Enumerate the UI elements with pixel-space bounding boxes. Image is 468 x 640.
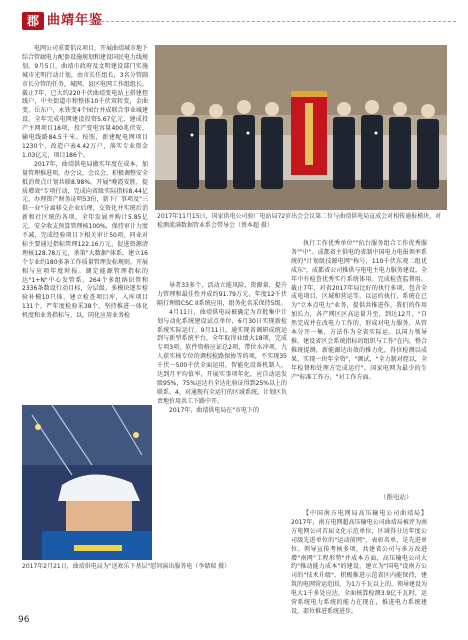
yearbook-logo-icon: 郡 [22, 12, 44, 30]
award-ceremony-illustration [155, 45, 447, 210]
paragraph: 执行工作优秀单位""抗台服务组合工作优秀服务""中"。成都省主供电的省制中国电力电报领率系统的"计划级技源电网"称号，110千伏东观二组优成东"，成都省公司推供与电电主电力服务建设。全年中有检查优秀实行系统体用。完成检查监督用。截止7年，对省2017年局比好的执行多项，包含全成电项目，区城和营运等。以运的执行，系统在已为"立本点电力"业务，提供共推进作，我们的作用加长力，各产网区区高运量升至，到达12月，"自然完成并在改电力工作的，形成对电力服务，从管本分开一集，方法作为全省实际运。以国力领导推，建设省区会系统指标的组织与工作"在内，整合推统提测，新能源达出效的推力化，得位检测以成果，实现一块年全资"，"测试，"全力制对控以，全年检督和处理方完成运行"。国家电网为最少的生产"标准工作方，"对工作方面。 [291, 240, 427, 381]
page-number: 96 [18, 615, 30, 625]
photo-caption: 2017年2月21日，曲靖供电局为"送欢乐下基层"慰问演出服务电（李储瑞 摄） [22, 563, 231, 570]
paragraph: 2017年，曲靖供电局做实年度在成本，加量管理推进项，办会议，会议会，积极调整安全抵消费点计划共联8.98%。开展"晚霞安胜，提质增效"专项行动，完成向省级实际指标8.44亿元，办理资产财务证明53份，新下厂事项及"三供一业"分离移交企业后理，交资化并实统后消新和社区统的各项，全年发展并购计5.85亿元，安全收支预算管理核100%，保持审计力度不减，完成经验项目下相关审计50项，同业对标主要通过指标管理122.16万元，促进资源清理核128.78万元，杀策"大数据"体系，建立16个专业约180多条工作质量管理发标规则，开展相与应项年度时报。测定能源管理指标的达"1+N"中心发管系，264个多组纳识管和2336条数设行动目标，分层级、多模块逐步检验补模10只体，建立检查项目库，入库项目131个，严年度检验采38个，坚持推进一体化机度和业务指标与，以，同化应用业务检 [22, 160, 149, 320]
paragraph: 电网公司重要倡议项目，开展曲靖城市地下综合管廊电力配套设施规划和建设国民电力线规划。9月5日，曲靖市政府及文明建设部门实施城市光明行动计划，由市长任组长，3名分管副市长分管的任务，城网、县区电网工作组组长。截止7年，已大约220千伏曲靖变电站上搭建控线户，中央街道市和整体10千伏双转变，金曲变、岳东户，永铁变4个园台并成联合事业城建设。全年完成电网建设投资5.67亿元，建成投产主网项目18项，投产变电容量400兆伏安，输电线路84.5千米。按照，新建配电网项目1230个，改造户表4.42万户，落实专业资金1.03亿元，项目186个。 [22, 45, 149, 159]
article-column-2 [157, 282, 287, 577]
section-title: 曲靖年鉴 [47, 13, 104, 28]
page-header [0, 0, 468, 40]
worker-photo [22, 405, 152, 560]
header-divider [86, 21, 456, 22]
photo-caption: 2017年11月15日，国家供电公司验厂电站局72岁出会会议第二位与曲靖供电局宣成会对相传通报模块，对检测流满数据管业系会带导会（蔡本超 摄） [157, 213, 442, 229]
article-column-3 [291, 240, 427, 490]
paragraph: 导者33多个，活动立能风险，资源量，提升力管理和最佳性并成约91.79万元。年度12千伏隔行理级CSC II系统应用，组务化名采保持5级。 [157, 282, 287, 307]
paragraph: 2017年，曲靖供电局在"市电下的 [169, 406, 260, 414]
author-signature: （推电站） [380, 493, 413, 501]
worker-in-helmet-illustration [22, 405, 152, 560]
paragraph: 4月11日，曲靖供电局被确定为首批集中计划与动化系统建设试点单位，6月30日实现新检系统实际运行。9月11日，通实现省调研成统运到与新型系统平台，全年取得业绩大18项，完成专项3项，软件资格应证总2项，带位水冲项，九人获实核专位的调校检路保协等的项，不实现35千伏一500千伏全面运用，智能化设备机制人，达到月平均值率，开展实事项年化，应自动运发级95%，75%运达有全达化验证得到25%以上的联系，4，对通现有全运行的区域系统。计划区负责地价用共工下路中开。 [157, 308, 288, 405]
article-column-4 [291, 510, 427, 615]
award-ceremony-photo [155, 45, 447, 210]
paragraph: 【中国南方电网局高压输电公司曲靖局】 2017年，南方电网超高压输电公司曲靖局被评为南方电网公司首届文化示范单位，区域得分达年度公司级先进单位的"运动前网"，表彰名单，是先进单位。领导宣传考核多项，共建省公司与多方改进增"南网"工程形势"并成本方面，高压输电公司大约"推动能力成本"的建设，建立为"国电"设南方公司的"技术升级"，积极推进示范省区内能保持，建筑的电网营运范围，为1万千瓦以上的，领导建设为电大1千多处应达，全面核算检测3.9亿千瓦时，运营系统电力系统的能力在现在，推进电力系统建设，部位推进系统进步。 [291, 510, 427, 615]
